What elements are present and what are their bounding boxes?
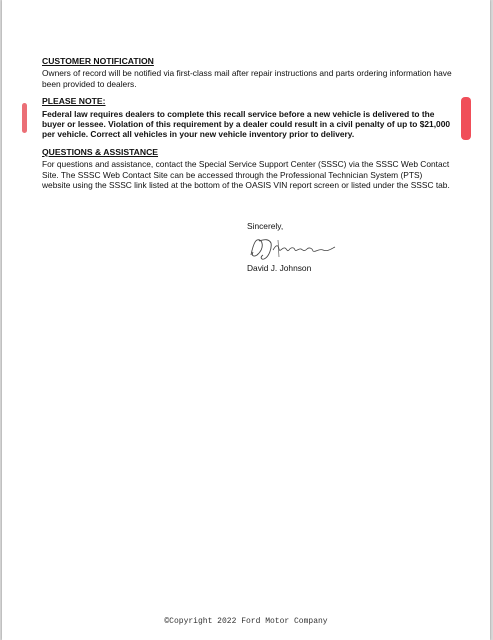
signature-block	[247, 221, 341, 274]
questions-heading: QUESTIONS & ASSISTANCE	[42, 146, 159, 157]
customer-notification-section	[42, 56, 452, 89]
salutation: Sincerely,	[247, 221, 284, 231]
document-page	[2, 0, 490, 640]
red-highlight-marker-left	[22, 103, 27, 133]
handwritten-signature	[245, 235, 341, 261]
letter-body	[42, 56, 452, 197]
red-highlight-marker-right	[461, 97, 471, 140]
questions-text: For questions and assistance, contact the Special Service Support Center (SSSC) via the SSSC Web Contact Site. The SSSC Web Contact Site can be accessed through the Professional Technician System (PTS) website using the SSSC link listed at the bottom of the OASIS VIN report screen or listed under the SSSC tab.	[42, 159, 450, 191]
copyright-footer: ©Copyright 2022 Ford Motor Company	[164, 617, 328, 626]
please-note-text: Federal law requires dealers to complete this recall service before a new vehicle is delivered to the buyer or lessee. Violation of this requirement by a dealer could result in a civil penalty of up to $21,000 per vehicle. Correct all vehicles in your new vehicle inventory prior to delivery.	[42, 108, 451, 140]
customer-notification-heading: CUSTOMER NOTIFICATION	[42, 56, 154, 66]
questions-section	[42, 147, 452, 191]
please-note-heading: PLEASE NOTE:	[42, 96, 106, 107]
customer-notification-text: Owners of record will be notified via first-class mail after repair instructions and parts ordering information have been provided to dealers.	[42, 68, 452, 89]
please-note-section	[42, 96, 452, 140]
signatory-name: David J. Johnson	[247, 263, 312, 274]
